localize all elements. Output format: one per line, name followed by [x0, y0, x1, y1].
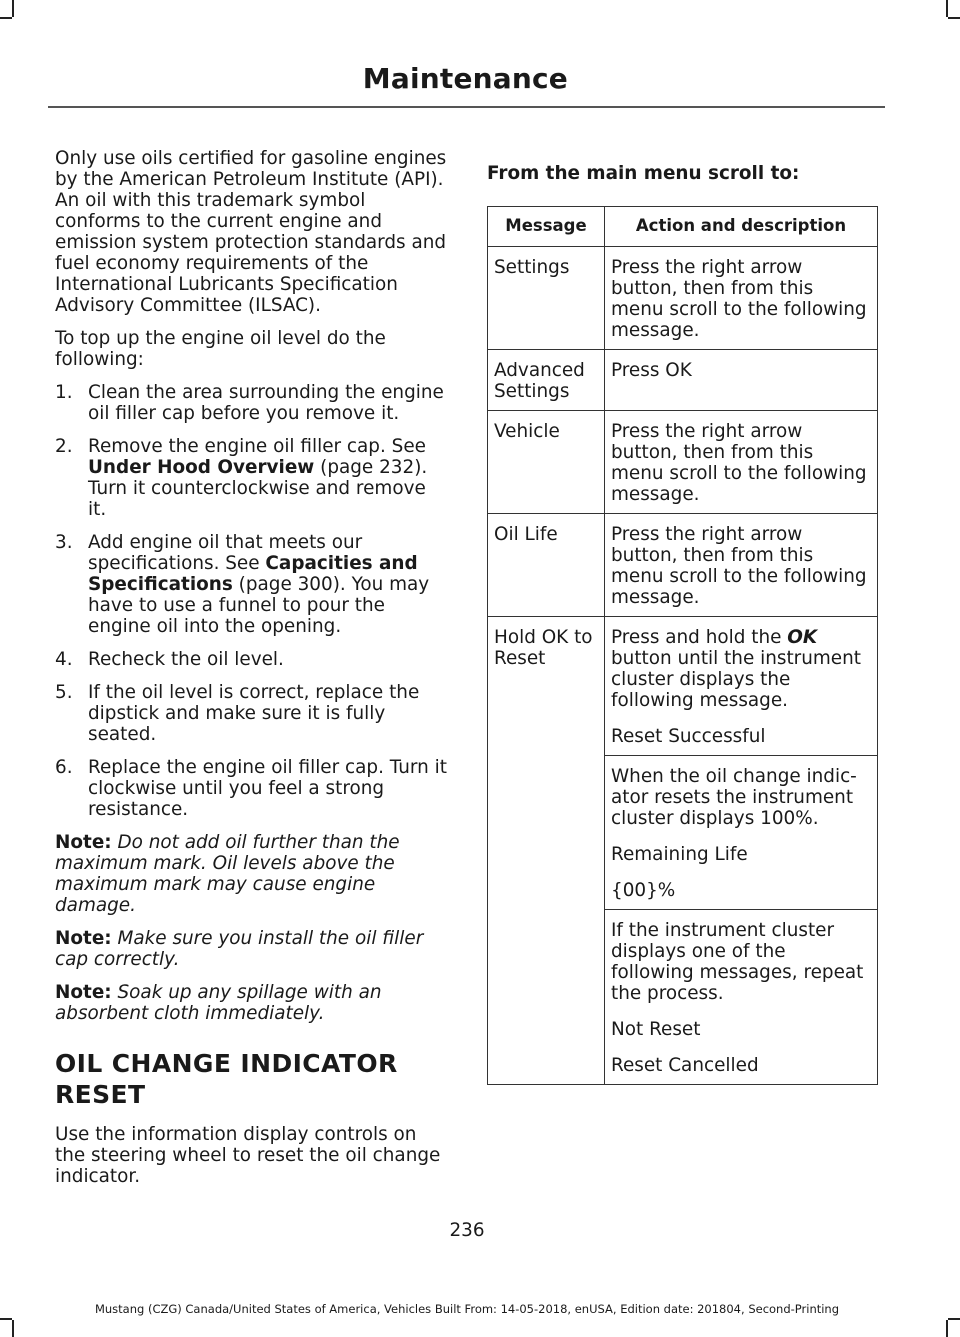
table-row [488, 617, 878, 756]
step-text: Replace the engine oil filler cap. Turn it clockwise until you feel a strong resistance. [88, 757, 447, 820]
step-text: (page 232). Turn it counterclockwise and remove it. [88, 457, 428, 520]
table-row [488, 411, 878, 514]
action-text: If the instrument cluster displays one of the following messages, repeat the process. [611, 920, 864, 1004]
display-message: Not Reset [611, 1019, 701, 1040]
list-item [55, 757, 447, 820]
top-up-lead: To top up the engine oil level do the following: [55, 328, 386, 370]
action-cell: Press the right arrow button, then from this menu scroll to the following message. [605, 247, 878, 350]
display-message: Remaining Life [611, 844, 748, 865]
page-title: Maintenance [362, 62, 568, 95]
list-item [55, 532, 447, 637]
cross-reference-link[interactable]: Capacities and Specifications [88, 553, 418, 595]
list-item [55, 649, 447, 670]
list-item [55, 436, 447, 520]
right-column [487, 163, 878, 1085]
action-text: When the oil change indic-ator resets the instrument cluster displays 100%. [611, 766, 857, 829]
step-number: 1. [55, 382, 73, 403]
steps-list [55, 382, 447, 820]
note-label: Note: [55, 928, 112, 949]
step-number: 6. [55, 757, 73, 778]
action-cell [605, 756, 878, 910]
table-row [488, 514, 878, 617]
step-text: Add engine oil that meets our specifications. See [88, 532, 363, 574]
crop-mark [948, 1318, 960, 1320]
display-message: Reset Successful [611, 726, 766, 747]
message-cell: Advanced Settings [488, 350, 605, 411]
action-text [611, 627, 871, 711]
step-text: Recheck the oil level. [88, 649, 284, 670]
crop-mark [946, 1320, 948, 1337]
message-cell: Vehicle [488, 411, 605, 514]
display-message: Reset Cancelled [611, 1055, 759, 1076]
action-cell: Press the right arrow button, then from this menu scroll to the following message. [605, 411, 878, 514]
message-table [487, 206, 878, 1085]
step-number: 3. [55, 532, 73, 553]
step-text: If the oil level is correct, replace the dipstick and make sure it is fully seated. [88, 682, 420, 745]
note-text: Do not add oil further than the maximum mark. Oil levels above the maximum mark may cause engine damage. [55, 832, 400, 916]
note [55, 928, 447, 970]
column-header-message: Message [488, 207, 605, 247]
crop-mark [0, 1318, 12, 1320]
action-cell: Press the right arrow button, then from this menu scroll to the following message. [605, 514, 878, 617]
action-cell: Press OK [605, 350, 878, 411]
action-text-part: button until the instrument cluster displays the following message. [611, 648, 861, 711]
intro-paragraph: Only use oils certified for gasoline engines by the American Petroleum Institute (API). An oil with this trademark symbol conforms to the current engine and emission system protection standards and fuel economy requirements of the International Lubricants Specification Advisory Committee (ILSAC). [55, 148, 447, 316]
step-number: 5. [55, 682, 73, 703]
crop-mark [12, 0, 14, 17]
step-text: (page 300). You may have to use a funnel to pour the engine oil into the opening. [88, 574, 430, 637]
crop-mark [948, 17, 960, 19]
table-intro: From the main menu scroll to: [487, 163, 800, 184]
action-cell [605, 617, 878, 756]
column-header-action: Action and description [605, 207, 878, 247]
crop-mark [12, 1320, 14, 1337]
list-item [55, 682, 447, 745]
section-heading-line: RESET [55, 1080, 146, 1109]
footer-text: Mustang (CZG) Canada/United States of America, Vehicles Built From: 14-05-2018, enUSA, Edition date: 201804, Second-Printing [94, 1302, 840, 1316]
table-row [488, 247, 878, 350]
action-cell [605, 910, 878, 1085]
ok-button-label: OK [787, 627, 818, 648]
display-message: {00}% [611, 880, 676, 901]
cross-reference-link[interactable]: Under Hood Overview [88, 457, 315, 478]
table-row [488, 350, 878, 411]
step-number: 2. [55, 436, 73, 457]
step-number: 4. [55, 649, 73, 670]
section-body: Use the information display controls on the steering wheel to reset the oil change indicator. [55, 1124, 441, 1187]
note-text: Make sure you install the oil filler cap correctly. [55, 928, 424, 970]
note-text: Soak up any spillage with an absorbent cloth immediately. [55, 982, 382, 1024]
message-cell: Settings [488, 247, 605, 350]
header-divider [48, 106, 885, 108]
note-label: Note: [55, 832, 112, 853]
section-heading [55, 1048, 447, 1110]
note [55, 982, 447, 1024]
section-heading-line: OIL CHANGE INDICATOR [55, 1049, 398, 1078]
crop-mark [0, 17, 12, 19]
crop-mark [946, 0, 948, 17]
page-number: 236 [449, 1220, 485, 1241]
table-header-row [488, 207, 878, 247]
action-text-part: Press and hold the [611, 627, 788, 648]
list-item [55, 382, 447, 424]
step-text: Remove the engine oil filler cap. See [88, 436, 426, 457]
message-cell: Oil Life [488, 514, 605, 617]
note [55, 832, 447, 916]
note-label: Note: [55, 982, 112, 1003]
left-column [55, 148, 447, 1199]
message-cell: Hold OK to Reset [488, 617, 605, 1085]
step-text: Clean the area surrounding the engine oil filler cap before you remove it. [88, 382, 444, 424]
